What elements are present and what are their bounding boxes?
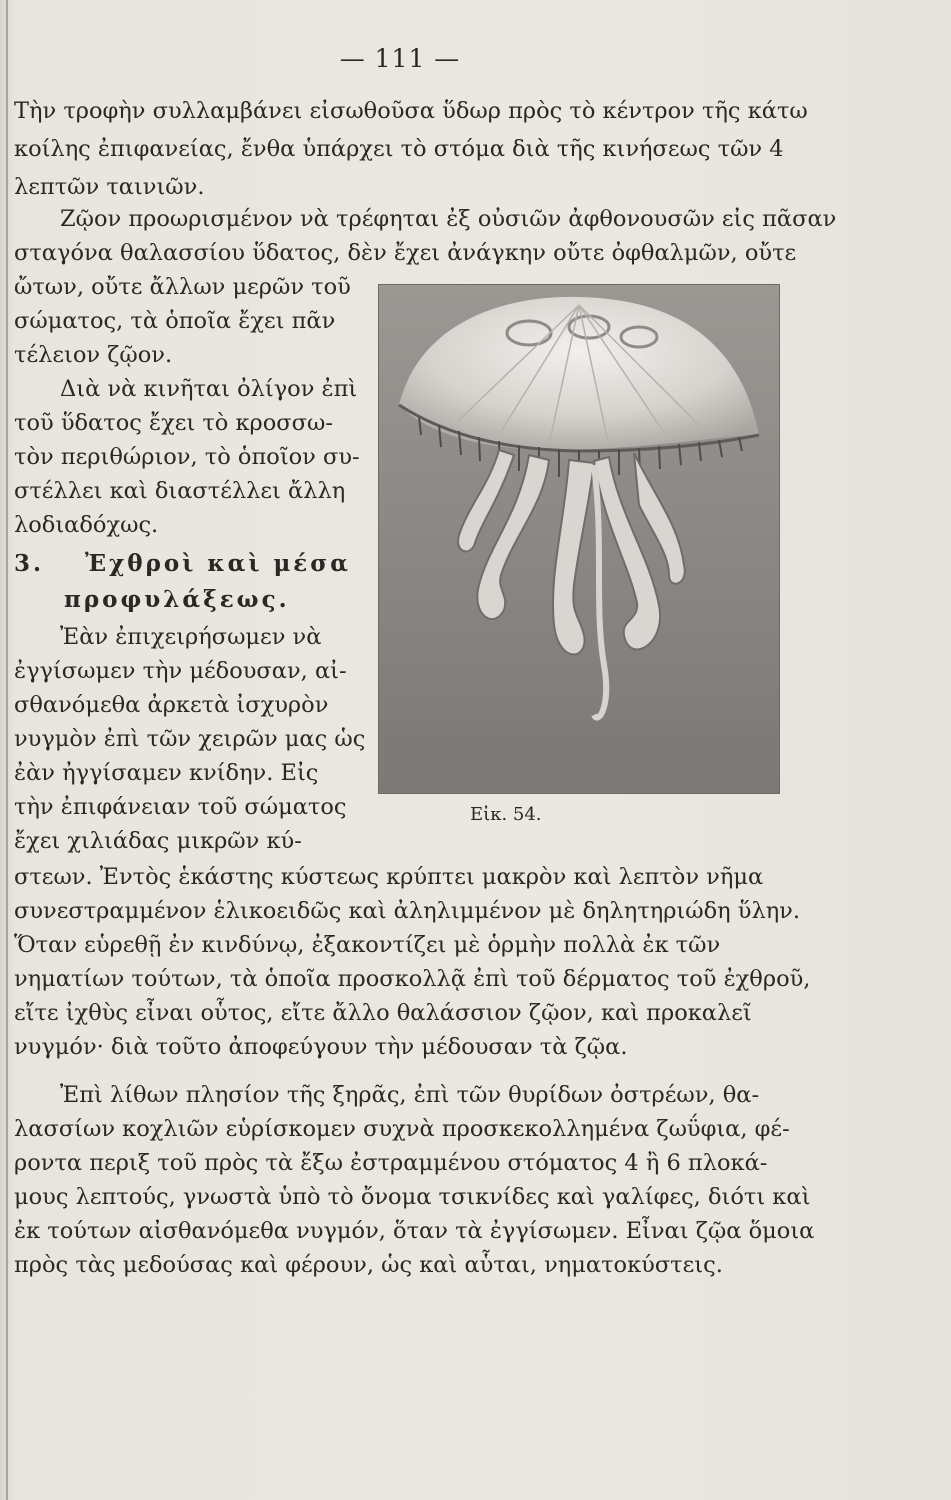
text-line: νυγμὸν ἐπὶ τῶν χειρῶν μας ὡς: [14, 726, 366, 752]
text-line: τοῦ ὕδατος ἔχει τὸ κροσσω-: [14, 410, 333, 436]
text-line: σταγόνα θαλασσίου ὕδατος, δὲν ἔχει ἀνάγκην οὔτε ὀφθαλμῶν, οὔτε: [14, 240, 797, 266]
text-line: λεπτῶν ταινιῶν.: [14, 174, 205, 200]
text-line: Ὅταν εὑρεθῇ ἐν κινδύνῳ, ἐξακοντίζει μὲ ὁρμὴν πολλὰ ἐκ τῶν: [14, 932, 721, 958]
text-line: τὴν ἐπιφάνειαν τοῦ σώματος: [14, 794, 347, 820]
page-number: — 111 —: [339, 44, 461, 73]
text-line: νυγμόν· διὰ τοῦτο ἀποφεύγουν τὴν μέδουσαν τὰ ζῷα.: [14, 1034, 628, 1060]
section-number: 3.: [14, 550, 45, 577]
text-line: Ἐὰν ἐπιχειρήσωμεν νὰ: [60, 624, 322, 650]
text-line: στέλλει καὶ διαστέλλει ἄλλη: [14, 478, 346, 504]
text-line: νηματίων τούτων, τὰ ὁποῖα προσκολλᾷ ἐπὶ τοῦ δέρματος τοῦ ἐχθροῦ,: [14, 966, 811, 992]
text-line: Τὴν τροφὴν συλλαμβάνει εἰσωθοῦσα ὕδωρ πρὸς τὸ κέντρον τῆς κάτω: [14, 98, 808, 124]
text-line: λασσίων κοχλιῶν εὑρίσκομεν συχνὰ προσκεκολλημένα ζωΰφια, φέ-: [14, 1116, 790, 1142]
text-line: εἴτε ἰχθὺς εἶναι οὗτος, εἴτε ἄλλο θαλάσσιον ζῷον, καὶ προκαλεῖ: [14, 1000, 752, 1026]
text-line: ροντα περιξ τοῦ πρὸς τὰ ἔξω ἐστραμμένου στόματος 4 ἢ 6 πλοκά-: [14, 1150, 768, 1176]
figure-caption: Εἰκ. 54.: [470, 804, 542, 825]
text-line: Ζῷον προωρισμένον νὰ τρέφηται ἐξ οὐσιῶν ἀφθονουσῶν εἰς πᾶσαν: [60, 206, 837, 232]
text-line: σθανόμεθα ἀρκετὰ ἰσχυρὸν: [14, 692, 329, 718]
text-line: ἐκ τούτων αἰσθανόμεθα νυγμόν, ὅταν τὰ ἐγγίσωμεν. Εἶναι ζῷα ὅμοια: [14, 1218, 815, 1244]
text-line: Ἐπὶ λίθων πλησίον τῆς ξηρᾶς, ἐπὶ τῶν θυρίδων ὀστρέων, θα-: [60, 1082, 760, 1108]
text-line: μους λεπτούς, γνωστὰ ὑπὸ τὸ ὄνομα τσικνίδες καὶ γαλίφες, διότι καὶ: [14, 1184, 811, 1210]
section-title-line1: Ἐχθροὶ καὶ μέσα: [85, 550, 351, 577]
text-line: ἔχει χιλιάδας μικρῶν κύ-: [14, 828, 302, 854]
text-line: κοίλης ἐπιφανείας, ἔνθα ὑπάρχει τὸ στόμα διὰ τῆς κινήσεως τῶν 4: [14, 136, 784, 162]
text-line: τέλειον ζῷον.: [14, 342, 173, 368]
page-binding-edge: [6, 0, 8, 1500]
text-line: στεων. Ἐντὸς ἑκάστης κύστεως κρύπτει μακρὸν καὶ λεπτὸν νῆμα: [14, 864, 764, 890]
text-line: λοδιαδόχως.: [14, 512, 159, 538]
text-line: συνεστραμμένον ἑλικοειδῶς καὶ ἀληλιμμένον μὲ δηλητηριώδη ὕλην.: [14, 898, 801, 924]
jellyfish-illustration: [378, 284, 780, 794]
section-title-line2: προφυλάξεως.: [64, 586, 290, 613]
text-line: σώματος, τὰ ὁποῖα ἔχει πᾶν: [14, 308, 336, 334]
text-line: ἐγγίσωμεν τὴν μέδουσαν, αἰ-: [14, 658, 347, 684]
text-line: ὤτων, οὔτε ἄλλων μερῶν τοῦ: [14, 274, 351, 300]
text-line: Διὰ νὰ κινῆται ὀλίγον ἐπὶ: [60, 376, 358, 402]
text-line: ἐὰν ἠγγίσαμεν κνίδην. Εἰς: [14, 760, 319, 786]
text-line: τὸν περιθώριον, τὸ ὁποῖον συ-: [14, 444, 360, 470]
text-line: πρὸς τὰς μεδούσας καὶ φέρουν, ὡς καὶ αὗται, νηματοκύστεις.: [14, 1252, 723, 1278]
section-heading: [14, 550, 351, 577]
